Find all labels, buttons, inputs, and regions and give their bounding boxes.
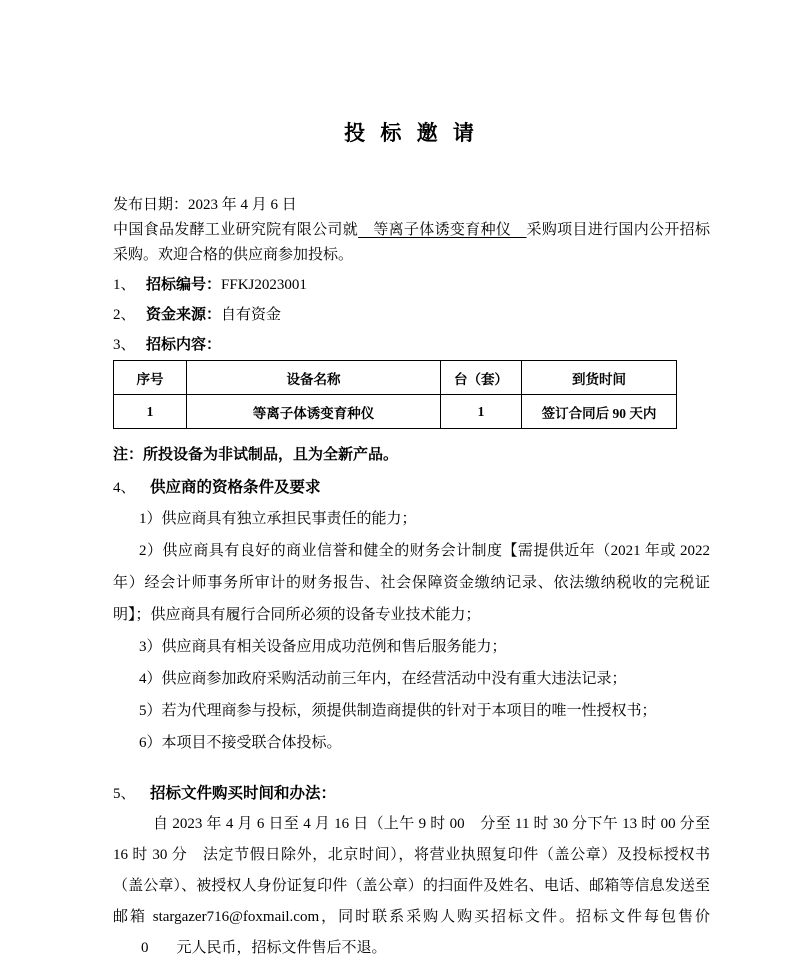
section-number: 5、 — [113, 786, 136, 802]
intro-paragraph — [113, 218, 710, 268]
item-value: 自有资金 — [221, 307, 282, 323]
purchase-text-mid: ，同时联系采购人购买招标文件。招标文件每包售价 — [319, 909, 710, 925]
underlined-device-name: 等离子体诱变育种仪 — [358, 222, 527, 238]
requirement-item-6: 6）本项目不接受联合体投标。 — [139, 735, 342, 751]
item-label: 招标编号： — [146, 277, 222, 293]
table-header-quantity: 台（套） — [441, 361, 522, 395]
section-heading-text: 招标文件购买时间和办法： — [150, 785, 337, 802]
table-header-delivery-time: 到货时间 — [522, 361, 677, 395]
intro-text-after: 采购项目进行国内公开招标采购。欢迎合格的供应商参加投标。 — [113, 222, 710, 263]
bid-items-table — [113, 360, 677, 429]
table-header-seq: 序号 — [114, 361, 187, 395]
price-value: 0 — [141, 940, 149, 956]
section-number: 4、 — [113, 480, 136, 496]
purchase-text-start: 自 2023 年 4 月 6 日至 4 月 16 日（上午 9 时 00 分至 11 时 30 分下午 13 时 00 分至 16 时 30 分 法定节假日除外，北京时间），将营业执照复印件（盖公章）及投标授权书（盖公章）、被授权人身份证复印件（盖公章）的扫面件及姓名、电话、邮箱等信息发送至邮箱 — [113, 816, 710, 925]
requirement-item-3: 3）供应商具有相关设备应用成功范例和售后服务能力； — [139, 639, 507, 655]
item-value: FFKJ2023001 — [221, 277, 307, 293]
table-cell-device-name: 等离子体诱变育种仪 — [187, 395, 441, 429]
numbered-item-fund-source — [113, 302, 710, 328]
table-row — [114, 395, 677, 429]
purchase-paragraph — [113, 809, 710, 964]
requirement-item-4: 4）供应商参加政府采购活动前三年内，在经营活动中没有重大违法记录； — [139, 671, 627, 687]
numbered-item-bid-number — [113, 272, 710, 298]
note-line: 注：所投设备为非试制品，且为全新产品。 — [113, 447, 399, 463]
publish-date: 发布日期：2023 年 4 月 6 日 — [113, 197, 297, 213]
requirement-item-2: 2）供应商具有良好的商业信誉和健全的财务会计制度【需提供近年（2021 年或 2022 年）经会计师事务所审计的财务报告、社会保障资金缴纳记录、依法缴纳税收的完税证明】；供应商具有履行合同所必须的设备专业技术能力； — [113, 543, 710, 623]
email-text: stargazer716@foxmail.com — [152, 909, 320, 925]
table-header-device-name: 设备名称 — [187, 361, 441, 395]
item-number: 2、 — [113, 307, 136, 323]
section-heading-text: 供应商的资格条件及要求 — [150, 479, 321, 496]
table-header-row — [114, 361, 677, 395]
purchase-text-end: 元人民币，招标文件售后不退。 — [176, 940, 387, 956]
table-cell-delivery-time: 签订合同后 90 天内 — [522, 395, 677, 429]
requirement-item-1: 1）供应商具有独立承担民事责任的能力； — [139, 511, 417, 527]
document-title: 投 标 邀 请 — [344, 121, 479, 145]
table-cell-seq: 1 — [114, 395, 187, 429]
table-cell-quantity: 1 — [441, 395, 522, 429]
requirement-item-5: 5）若为代理商参与投标，须提供制造商提供的针对于本项目的唯一性授权书； — [139, 703, 657, 719]
section5-heading — [113, 779, 710, 809]
item-label: 资金来源： — [146, 307, 222, 323]
item-number: 3、 — [113, 337, 136, 353]
numbered-item-bid-content — [113, 332, 710, 358]
item-number: 1、 — [113, 277, 136, 293]
section4-heading — [113, 473, 710, 503]
item-label: 招标内容： — [146, 337, 222, 353]
intro-text-before: 中国食品发酵工业研究院有限公司就 — [113, 222, 359, 238]
